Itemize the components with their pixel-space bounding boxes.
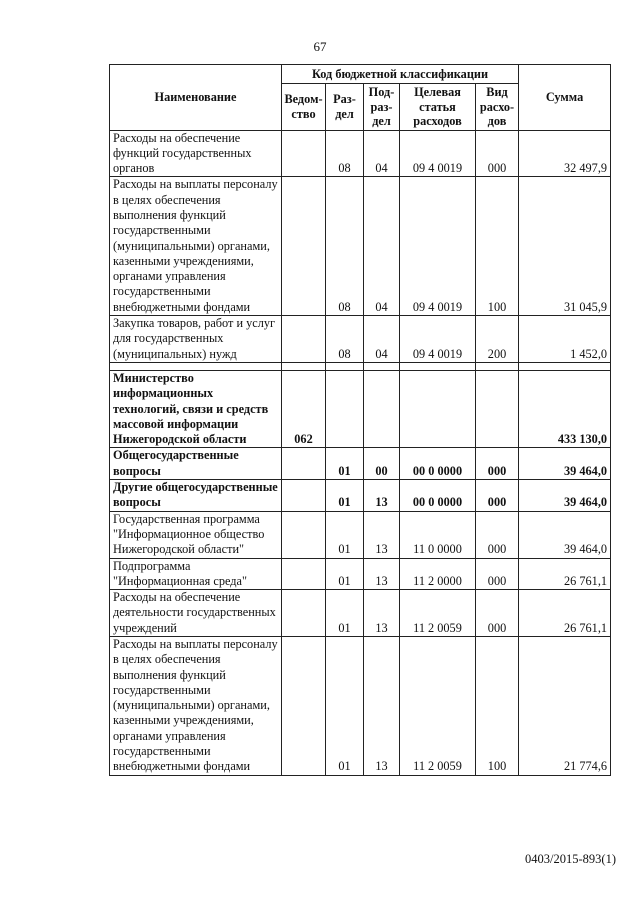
cell-razdel bbox=[326, 370, 364, 447]
cell-podrazdel: 13 bbox=[364, 590, 400, 637]
cell-tselevaya: 11 2 0059 bbox=[400, 637, 476, 776]
cell-summa: 433 130,0 bbox=[519, 370, 611, 447]
table-row bbox=[110, 590, 611, 637]
cell-vedomstvo: 062 bbox=[282, 370, 326, 447]
cell-summa: 31 045,9 bbox=[519, 177, 611, 316]
cell-summa: 1 452,0 bbox=[519, 316, 611, 363]
cell-vid: 000 bbox=[476, 448, 519, 480]
cell-razdel: 08 bbox=[326, 316, 364, 363]
cell-name: Другие общегосударственные вопросы bbox=[110, 480, 282, 512]
cell-razdel: 01 bbox=[326, 480, 364, 512]
table-row bbox=[110, 511, 611, 558]
budget-table bbox=[109, 64, 611, 776]
cell-tselevaya: 00 0 0000 bbox=[400, 448, 476, 480]
cell-vid: 000 bbox=[476, 590, 519, 637]
cell-vid: 100 bbox=[476, 177, 519, 316]
cell-razdel: 01 bbox=[326, 558, 364, 590]
header-podrazdel: Под-раз-дел bbox=[364, 84, 400, 131]
table-row bbox=[110, 637, 611, 776]
cell-vid: 000 bbox=[476, 480, 519, 512]
cell-vedomstvo bbox=[282, 590, 326, 637]
cell-tselevaya: 11 2 0000 bbox=[400, 558, 476, 590]
spacer-row bbox=[110, 362, 611, 370]
cell-vid: 000 bbox=[476, 130, 519, 177]
cell-summa: 39 464,0 bbox=[519, 480, 611, 512]
header-razdel: Раз-дел bbox=[326, 84, 364, 131]
table-row bbox=[110, 558, 611, 590]
cell-razdel: 01 bbox=[326, 511, 364, 558]
cell-podrazdel: 04 bbox=[364, 316, 400, 363]
cell-razdel: 08 bbox=[326, 177, 364, 316]
cell-summa: 26 761,1 bbox=[519, 558, 611, 590]
cell-name: Расходы на обеспечение деятельности государственных учреждений bbox=[110, 590, 282, 637]
cell-vedomstvo bbox=[282, 177, 326, 316]
header-code-group: Код бюджетной классификации bbox=[282, 65, 519, 84]
cell-summa: 26 761,1 bbox=[519, 590, 611, 637]
cell-vedomstvo bbox=[282, 316, 326, 363]
cell-razdel: 01 bbox=[326, 590, 364, 637]
cell-tselevaya: 09 4 0019 bbox=[400, 316, 476, 363]
cell-name: Государственная программа "Информационное общество Нижегородской области" bbox=[110, 511, 282, 558]
header-name: Наименование bbox=[110, 65, 282, 131]
cell-vid: 000 bbox=[476, 511, 519, 558]
cell-summa: 39 464,0 bbox=[519, 511, 611, 558]
cell-tselevaya: 09 4 0019 bbox=[400, 177, 476, 316]
cell-vid: 100 bbox=[476, 637, 519, 776]
cell-vedomstvo bbox=[282, 637, 326, 776]
cell-podrazdel: 04 bbox=[364, 177, 400, 316]
cell-summa: 39 464,0 bbox=[519, 448, 611, 480]
cell-name: Расходы на выплаты персоналу в целях обеспечения выполнения функций государственными (муниципальными) органами, казенными учреждениями, органами управления государственными внебюджетными фондами bbox=[110, 177, 282, 316]
cell-vedomstvo bbox=[282, 558, 326, 590]
header-tselevaya: Целевая статья расходов bbox=[400, 84, 476, 131]
cell-vid bbox=[476, 370, 519, 447]
document-code: 0403/2015-893(1) bbox=[525, 852, 616, 866]
table-row bbox=[110, 448, 611, 480]
cell-podrazdel bbox=[364, 370, 400, 447]
cell-razdel: 08 bbox=[326, 130, 364, 177]
cell-tselevaya: 11 0 0000 bbox=[400, 511, 476, 558]
header-vid: Вид расхо-дов bbox=[476, 84, 519, 131]
cell-tselevaya: 00 0 0000 bbox=[400, 480, 476, 512]
table-row bbox=[110, 130, 611, 177]
table-row bbox=[110, 480, 611, 512]
cell-tselevaya: 11 2 0059 bbox=[400, 590, 476, 637]
header-summa: Сумма bbox=[519, 65, 611, 131]
cell-vedomstvo bbox=[282, 480, 326, 512]
cell-name: Расходы на обеспечение функций государственных органов bbox=[110, 130, 282, 177]
cell-razdel: 01 bbox=[326, 637, 364, 776]
cell-tselevaya bbox=[400, 370, 476, 447]
header-vedomstvo: Ведом-ство bbox=[282, 84, 326, 131]
cell-tselevaya: 09 4 0019 bbox=[400, 130, 476, 177]
cell-podrazdel: 13 bbox=[364, 637, 400, 776]
cell-razdel: 01 bbox=[326, 448, 364, 480]
page-number: 67 bbox=[313, 39, 327, 54]
cell-vedomstvo bbox=[282, 448, 326, 480]
cell-summa: 21 774,6 bbox=[519, 637, 611, 776]
cell-name: Закупка товаров, работ и услуг для государственных (муниципальных) нужд bbox=[110, 316, 282, 363]
cell-name: Подпрограмма "Информационная среда" bbox=[110, 558, 282, 590]
table-row bbox=[110, 316, 611, 363]
cell-podrazdel: 13 bbox=[364, 558, 400, 590]
cell-vedomstvo bbox=[282, 511, 326, 558]
cell-name: Расходы на выплаты персоналу в целях обеспечения выполнения функций государственными (муниципальными) органами, казенными учреждениями, органами управления государственными внебюджетными фондами bbox=[110, 637, 282, 776]
table-row bbox=[110, 370, 611, 447]
cell-vid: 000 bbox=[476, 558, 519, 590]
table-row bbox=[110, 177, 611, 316]
cell-podrazdel: 13 bbox=[364, 511, 400, 558]
cell-vedomstvo bbox=[282, 130, 326, 177]
cell-name: Министерство информационных технологий, связи и средств массовой информации Нижегородской области bbox=[110, 370, 282, 447]
cell-vid: 200 bbox=[476, 316, 519, 363]
cell-summa: 32 497,9 bbox=[519, 130, 611, 177]
cell-podrazdel: 04 bbox=[364, 130, 400, 177]
cell-podrazdel: 00 bbox=[364, 448, 400, 480]
cell-name: Общегосударственные вопросы bbox=[110, 448, 282, 480]
cell-podrazdel: 13 bbox=[364, 480, 400, 512]
